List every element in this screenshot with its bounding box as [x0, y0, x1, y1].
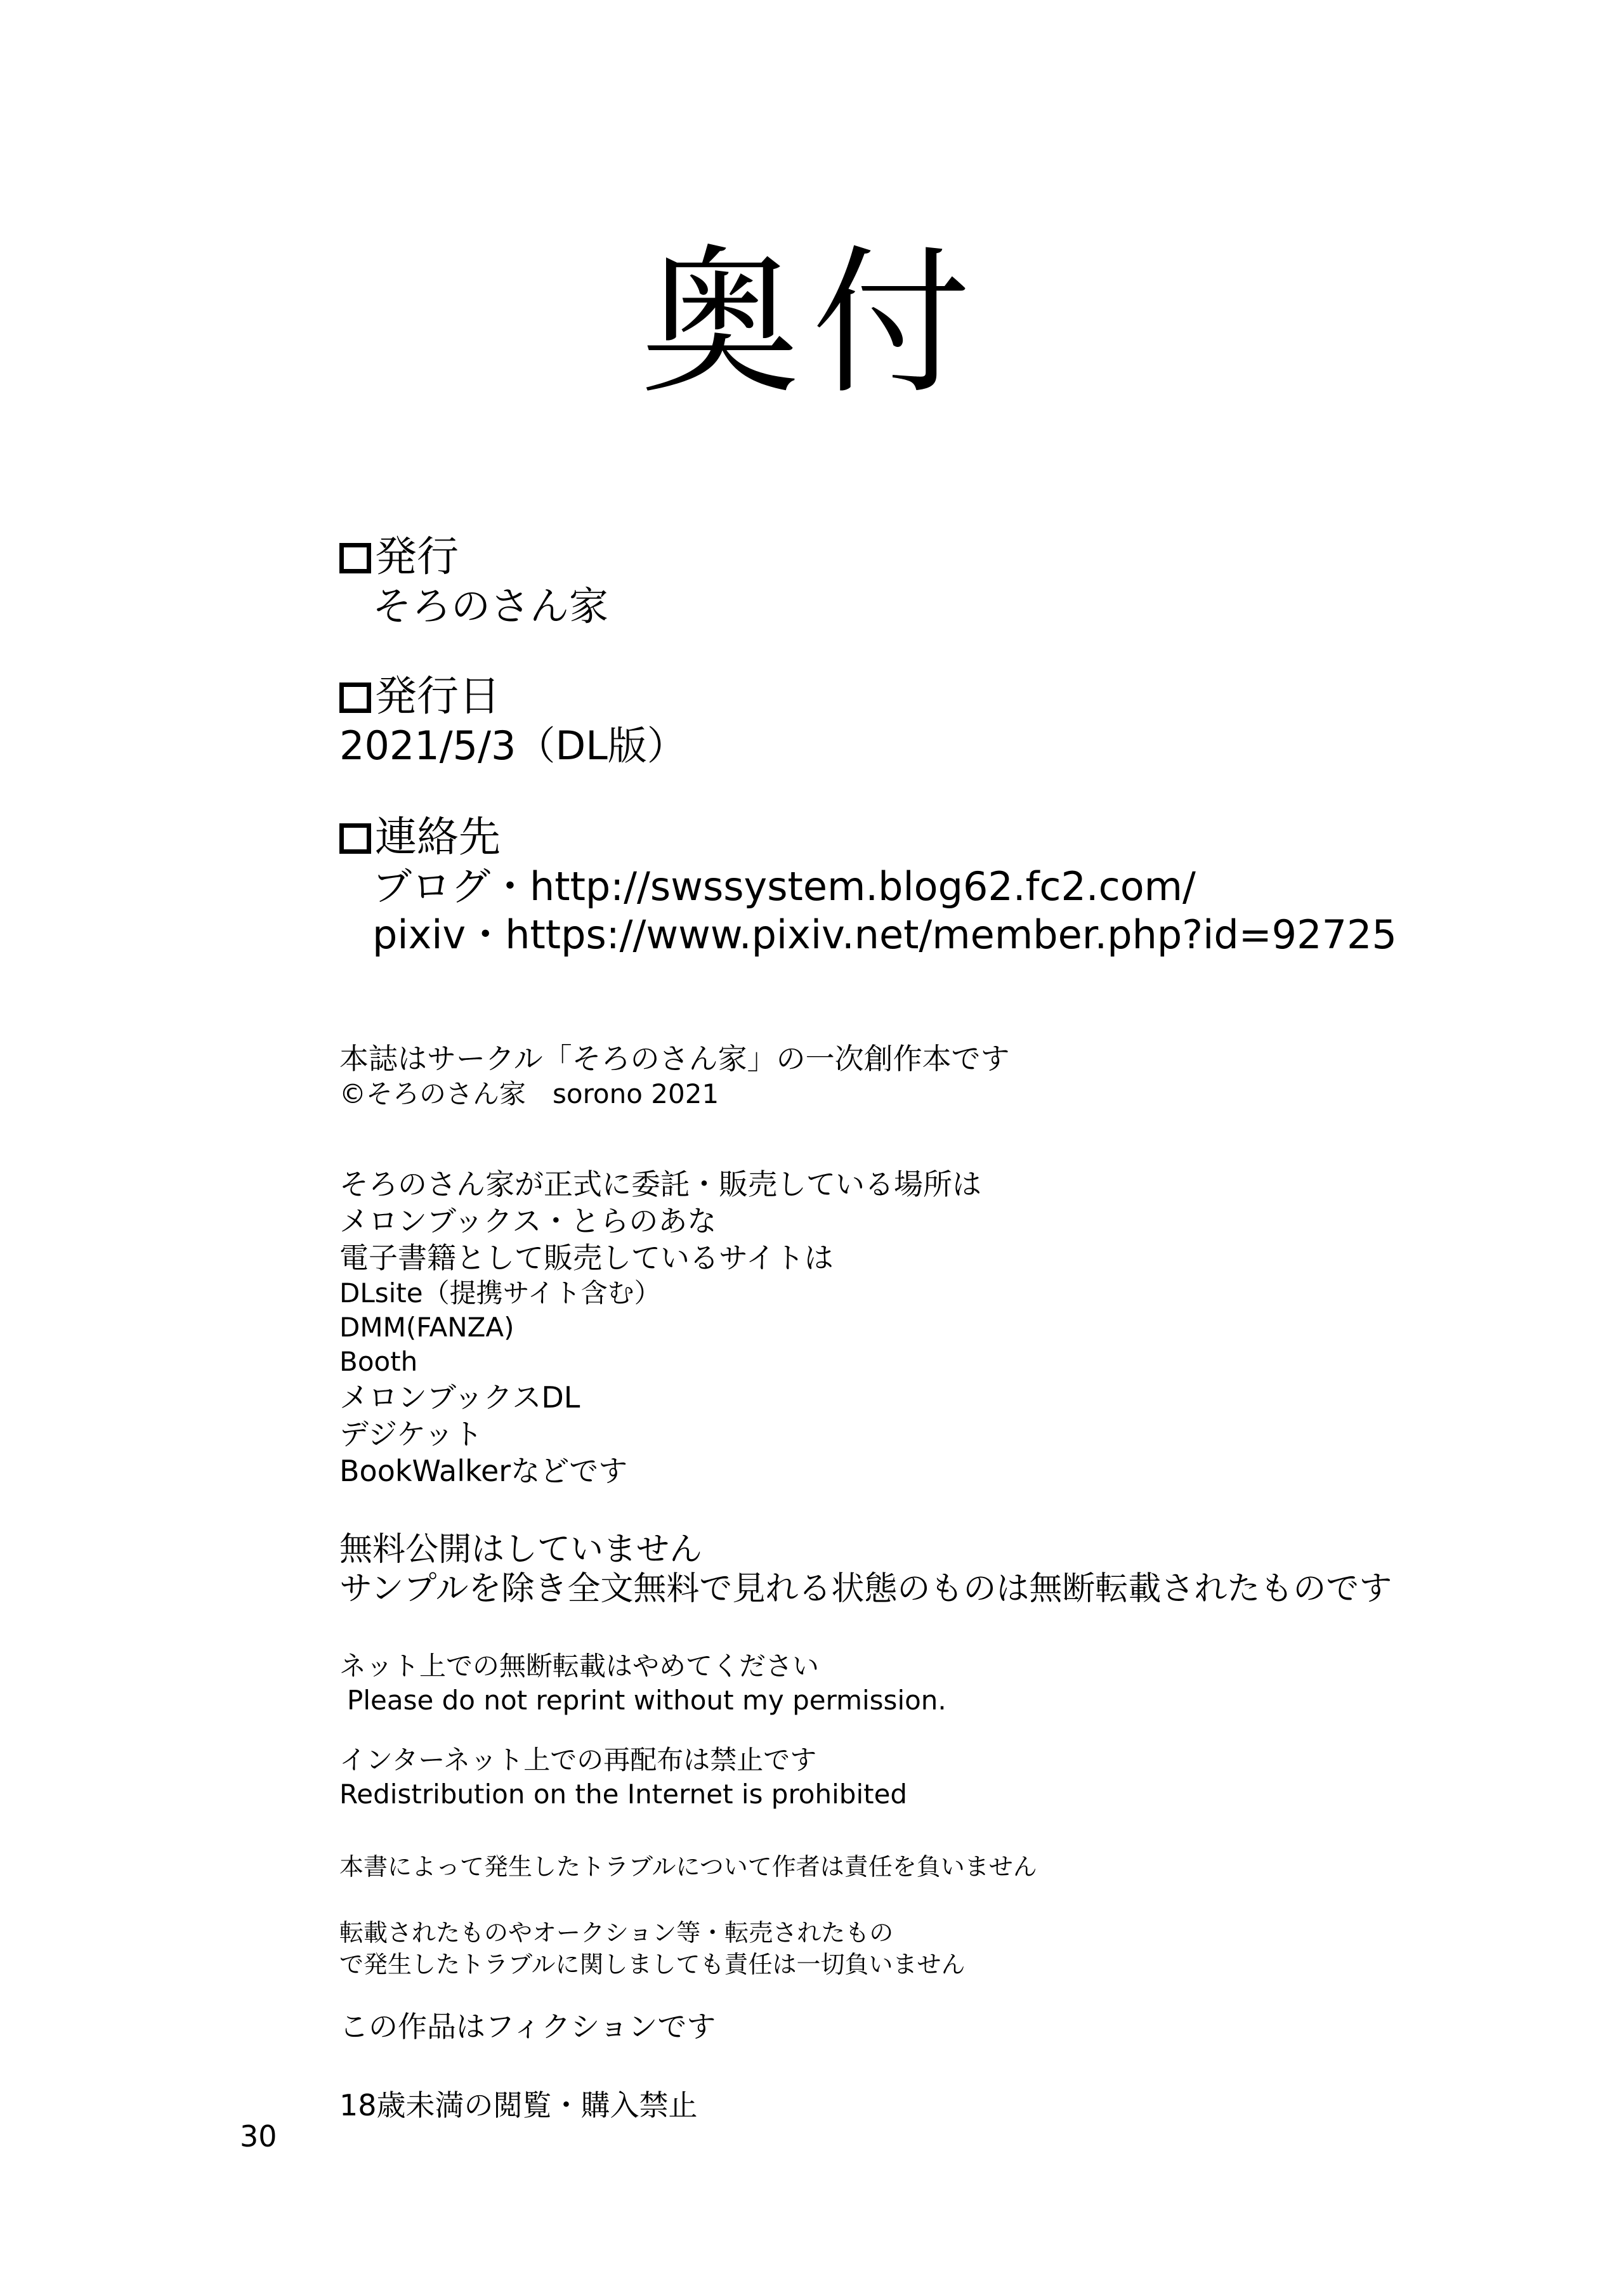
age-restriction-note: 18歳未満の閲覧・購入禁止 — [339, 2088, 698, 2122]
publisher-value: そろのさん家 — [372, 583, 609, 629]
checkbox-icon — [339, 683, 371, 713]
contact-heading-label: 連絡先 — [375, 813, 501, 861]
sales-section — [339, 1166, 981, 1489]
unauthorized-note: サンプルを除き全文無料で見れる状態のものは無断転載されたものです — [339, 1570, 1392, 1608]
page-number: 30 — [240, 2119, 277, 2153]
checkbox-icon — [339, 543, 371, 573]
no-reprint-jp: ネット上での無断転載はやめてください — [339, 1650, 820, 1682]
shops-note: メロンブックス・とらのあな — [339, 1204, 717, 1238]
publish-date-heading — [339, 671, 686, 722]
publish-date-value: 2021/5/3（DL版） — [339, 722, 686, 769]
disclaimer-section — [339, 1851, 1037, 1883]
no-reprint-en: Please do not reprint without my permission. — [347, 1685, 946, 1716]
disclaimer-1: 本書によって発生したトラブルについて作者は責任を負いません — [339, 1853, 1037, 1881]
ebook-site-item: DLsite（提携サイト含む） — [339, 1277, 661, 1309]
page-title: 奥付 — [641, 231, 983, 415]
original-work-note: 本誌はサークル「そろのさん家」の一次創作本です — [339, 1042, 1010, 1076]
publish-date-section — [339, 671, 686, 770]
fiction-section — [339, 2008, 716, 2045]
contact-heading — [339, 812, 1397, 863]
no-redistribution-en: Redistribution on the Internet is prohibited — [339, 1779, 908, 1810]
free-notice-section — [339, 1530, 1392, 1609]
reprint-section — [339, 1649, 946, 1718]
ebook-site-item: DMM(FANZA) — [339, 1312, 514, 1343]
ebook-sites-intro: 電子書籍として販売しているサイトは — [339, 1241, 834, 1275]
contact-blog: ブログ・http://swssystem.blog62.fc2.com/ — [372, 863, 1196, 910]
publish-date-heading-label: 発行日 — [375, 672, 501, 721]
publisher-heading-label: 発行 — [375, 532, 459, 581]
no-redistribution-jp: インターネット上での再配布は禁止です — [339, 1744, 817, 1775]
ebook-site-item: デジケット — [339, 1417, 483, 1451]
redistribution-section — [339, 1743, 907, 1812]
copyright-note: ©そろのさん家 sorono 2021 — [339, 1078, 719, 1109]
checkbox-icon — [339, 823, 371, 854]
publisher-heading — [339, 532, 608, 582]
disclaimer-2a: 転載されたものやオークション等・転売されたもの — [339, 1919, 894, 1947]
disclaimer-section-2 — [339, 1917, 965, 1980]
ebook-site-item: メロンブックスDL — [339, 1380, 580, 1414]
not-free-note: 無料公開はしていません — [339, 1531, 703, 1569]
contact-pixiv: pixiv・https://www.pixiv.net/member.php?id=92725 — [372, 911, 1397, 958]
contact-section — [339, 812, 1397, 959]
ebook-site-item: Booth — [339, 1346, 418, 1377]
notes-section-1 — [339, 1040, 1010, 1111]
ebook-site-item: BookWalkerなどです — [339, 1454, 628, 1488]
publisher-section — [339, 532, 608, 630]
age-section — [339, 2087, 698, 2124]
disclaimer-2b: で発生したトラブルに関しましても責任は一切負いません — [339, 1950, 966, 1978]
official-sale-note: そろのさん家が正式に委託・販売している場所は — [339, 1167, 981, 1201]
fiction-note: この作品はフィクションです — [339, 2009, 716, 2044]
